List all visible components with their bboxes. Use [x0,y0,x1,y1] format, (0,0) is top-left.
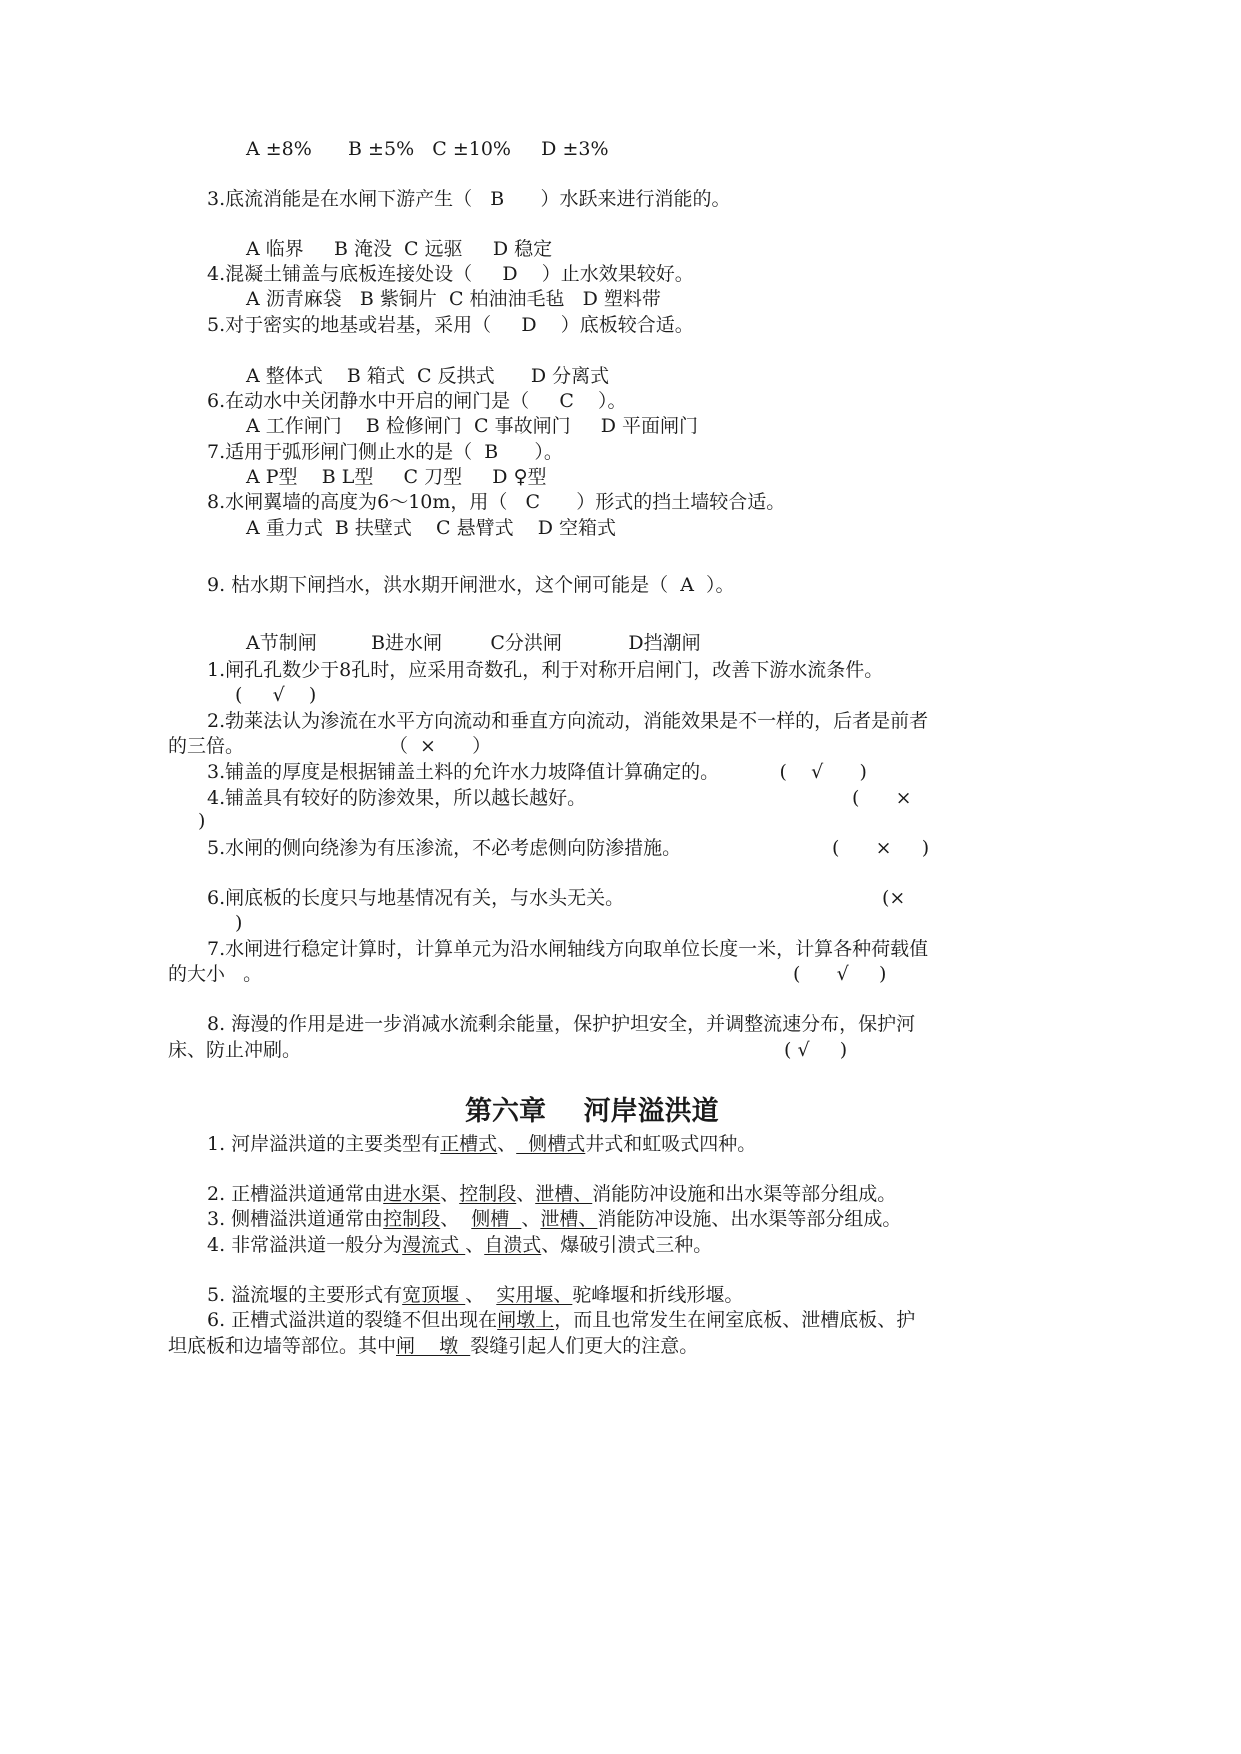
q4-question: 4.混凝土铺盖与底板连接处设（ D ）止水效果较好。 [207,263,694,285]
fill-blank-4 [207,1233,712,1257]
blank-answer: 闸 墩 [396,1335,471,1357]
fill-blank-2 [207,1182,896,1206]
blank-answer: 泄槽、 [540,1208,598,1230]
blank-text: 、 [465,1234,485,1256]
blank-text: 4. 非常溢洪道一般分为 [207,1234,403,1256]
tf1-statement: 1.闸孔孔数少于8孔时，应采用奇数孔，利于对称开启闸门，改善下游水流条件。 [207,659,884,681]
chapter-title: 第六章 河岸溢洪道 [465,1096,719,1127]
tf8-answer: ( √ ) [784,1039,848,1061]
fill-blank-5 [207,1283,743,1307]
blank-text: 1. 河岸溢洪道的主要类型有 [207,1133,441,1155]
blank-text: 3. 侧槽溢洪道通常由 [207,1208,384,1230]
tf8-statement-cont: 床、防止冲刷。 [168,1039,302,1061]
blank-text: 、 [440,1208,472,1230]
blank-text: 、 [521,1208,541,1230]
tf6-statement: 6.闸底板的长度只与地基情况有关，与水头无关。 [207,887,625,909]
blank-text: 2. 正槽溢洪道通常由 [207,1183,384,1205]
tf4-statement: 4.铺盖具有较好的防渗效果，所以越长越好。 [207,787,587,809]
q5-question: 5.对于密实的地基或岩基，采用（ D ）底板较合适。 [207,314,694,336]
q9-question: 9. 枯水期下闸挡水，洪水期开闸泄水，这个闸可能是（ A ）。 [207,574,735,596]
blank-answer: 实用堰、 [496,1284,573,1306]
tf6-answer: (× [882,887,906,909]
blank-answer: 进水渠 [383,1183,441,1205]
blank-answer: 正槽式 [440,1133,498,1155]
tf3-statement: 3.铺盖的厚度是根据铺盖土料的允许水力坡降值计算确定的。 ( √ ) [207,761,867,783]
blank-text: 井式和虹吸式四种。 [585,1133,757,1155]
blank-text: 、 [497,1133,517,1155]
q3-question: 3.底流消能是在水闸下游产生（ B ）水跃来进行消能的。 [207,188,731,210]
fill-blank-6-cont [168,1334,698,1358]
q7-question: 7.适用于弧形闸门侧止水的是（ B ）。 [207,441,563,463]
blank-answer: 自溃式 [484,1234,542,1256]
tf2-statement: 2.勃莱法认为渗流在水平方向流动和垂直方向流动，消能效果是不一样的，后者是前者 [207,710,929,732]
q6-question: 6.在动水中关闭静水中开启的闸门是（ C ）。 [207,390,627,412]
tf4-answer-close: ) [198,810,206,832]
q3-options: A 临界 B 淹没 C 远驱 D 稳定 [246,238,553,260]
blank-answer: 宽顶堰 [402,1284,466,1306]
tf5-statement: 5.水闸的侧向绕渗为有压渗流，不必考虑侧向防渗措施。 [207,837,682,859]
q9-options: A节制闸 B进水闸 C分洪闸 D挡潮闸 [246,632,701,654]
q5-options: A 整体式 B 箱式 C 反拱式 D 分离式 [246,365,610,387]
blank-text: 消能防冲设施、出水渠等部分组成。 [597,1208,902,1230]
tf7-answer: ( √ ) [793,963,887,985]
blank-text: ，而且也常发生在闸室底板、泄槽底板、护 [554,1309,916,1331]
fill-blank-3 [207,1207,901,1231]
q8-options: A 重力式 B 扶壁式 C 悬臂式 D 空箱式 [246,517,617,539]
blank-text: 5. 溢流堰的主要形式有 [207,1284,403,1306]
blank-text: 、 [440,1183,460,1205]
tf4-answer: ( × [852,787,912,809]
blank-text: 6. 正槽式溢洪道的裂缝不但出现在 [207,1309,498,1331]
tf8-statement: 8. 海漫的作用是进一步消减水流剩余能量，保护护坦安全，并调整流速分布，保护河 [207,1013,916,1035]
blank-text: 、 [465,1284,497,1306]
q2-options: A ±8% B ±5% C ±10% D ±3% [246,138,609,160]
q4-options: A 沥青麻袋 B 紫铜片 C 柏油油毛毡 D 塑料带 [246,288,661,310]
blank-answer: 漫流式 [402,1234,466,1256]
tf2-statement-cont: 的三倍。 （ × ） [168,735,492,757]
blank-answer: 侧槽 [471,1208,522,1230]
tf7-statement: 7.水闸进行稳定计算时，计算单元为沿水闸轴线方向取单位长度一米，计算各种荷载值 [207,938,929,960]
tf5-answer: ( × ) [832,837,930,859]
blank-text: 坦底板和边墙等部位。其中 [168,1335,397,1357]
tf1-answer: ( √ ) [235,684,317,706]
fill-blank-1 [207,1132,756,1156]
blank-text: 、 [516,1183,536,1205]
q8-question: 8.水闸翼墙的高度为6～10m，用（ C ）形式的挡土墙较合适。 [207,491,786,513]
q7-options: A P型 B L型 C 刀型 D ♀型 [246,466,547,488]
tf6-answer-close: ) [235,912,243,934]
blank-answer: 泄槽、 [535,1183,593,1205]
blank-answer: 闸墩上 [497,1309,555,1331]
blank-answer: 控制段 [383,1208,441,1230]
blank-text: 消能防冲设施和出水渠等部分组成。 [592,1183,897,1205]
tf7-statement-cont: 的大小 。 [168,963,263,985]
blank-answer: 控制段 [459,1183,517,1205]
blank-text: 裂缝引起人们更大的注意。 [470,1335,699,1357]
fill-blank-6 [207,1308,915,1332]
blank-answer: 侧槽式 [516,1133,586,1155]
blank-text: 驼峰堰和折线形堰。 [572,1284,744,1306]
blank-text: 、爆破引溃式三种。 [541,1234,713,1256]
q6-options: A 工作闸门 B 检修闸门 C 事故闸门 D 平面闸门 [246,415,699,437]
